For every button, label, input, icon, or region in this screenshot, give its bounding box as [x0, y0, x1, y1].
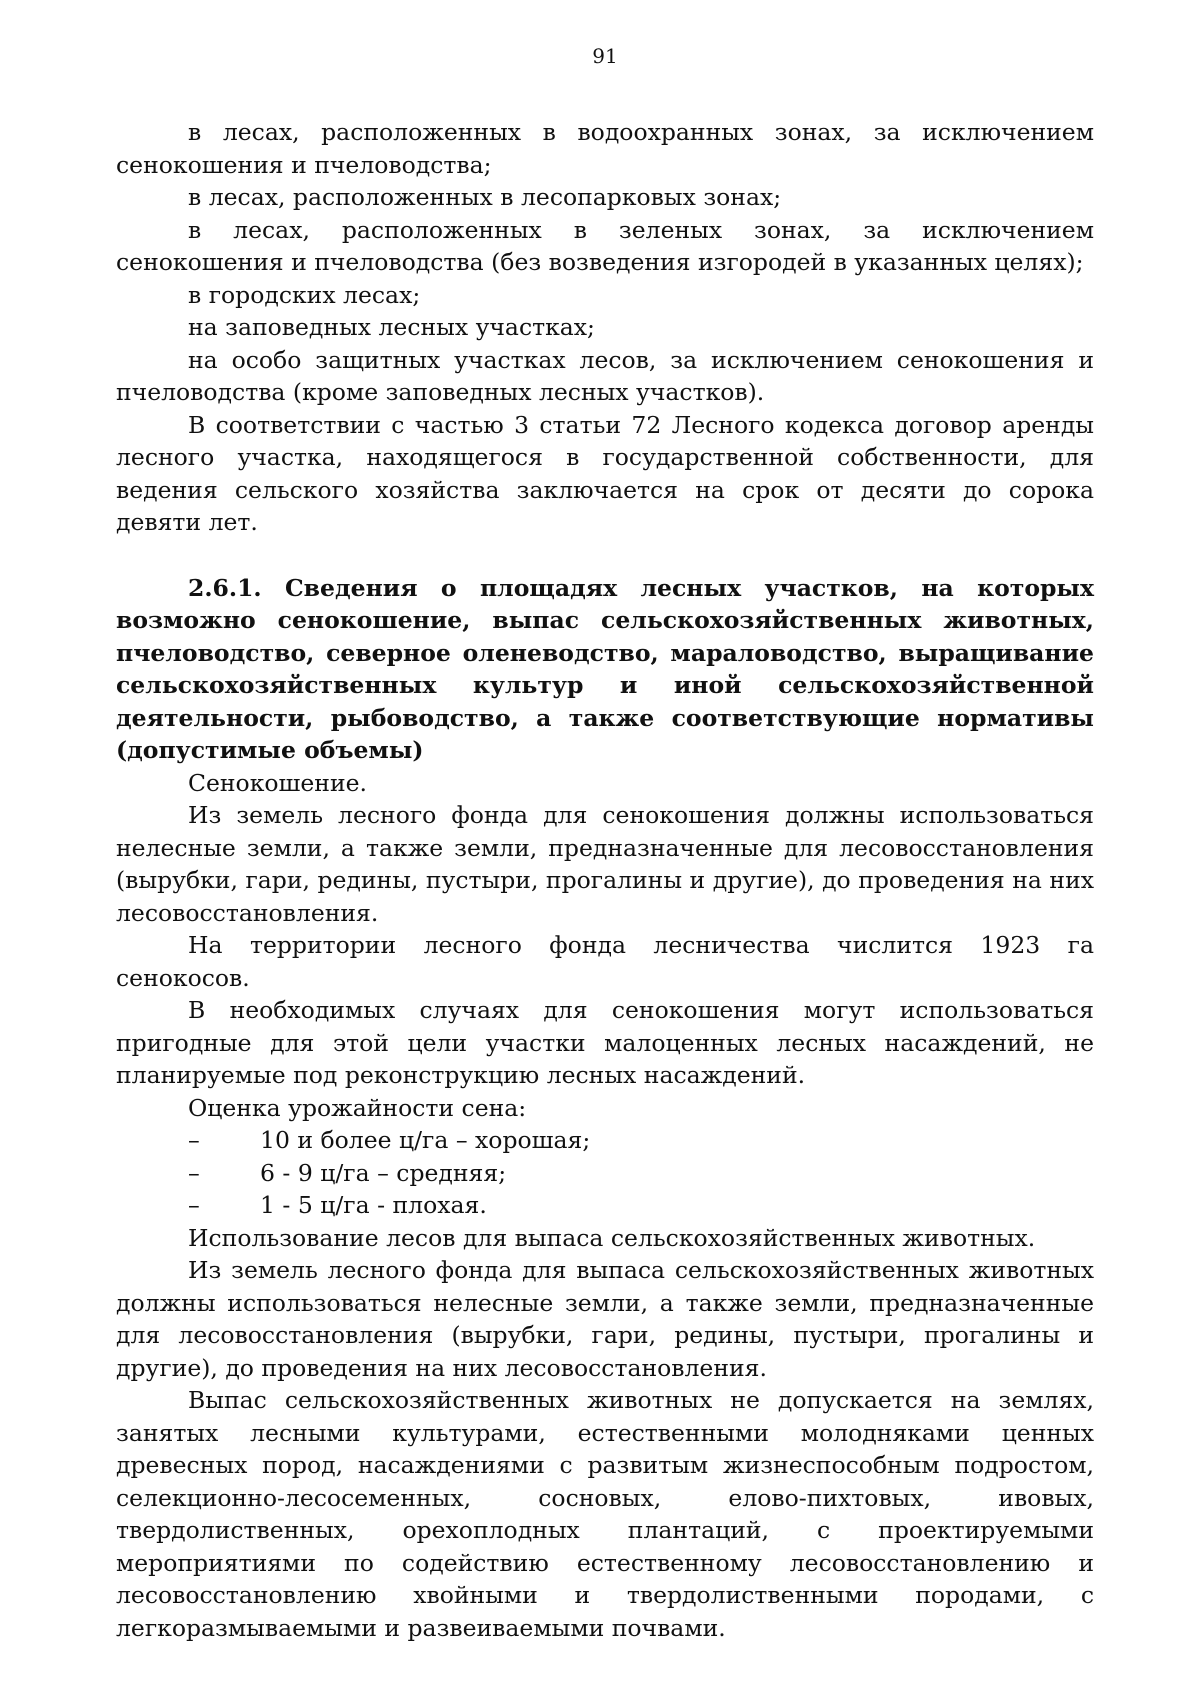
- list-item-text: 10 и более ц/га – хорошая;: [260, 1126, 591, 1154]
- list-item: [116, 1157, 1094, 1190]
- paragraph: на особо защитных участках лесов, за исключением сенокошения и пчеловодства (кроме заповедных лесных участков).: [116, 345, 1094, 406]
- paragraph: на заповедных лесных участках;: [188, 313, 595, 341]
- list-item: [116, 1124, 1094, 1157]
- list-item: [116, 1189, 1094, 1222]
- paragraph: в городских лесах;: [188, 280, 421, 309]
- paragraph: Использование лесов для выпаса сельскохозяйственных животных.: [188, 1223, 1036, 1252]
- paragraph: Из земель лесного фонда для выпаса сельскохозяйственных животных должны использоваться нелесные земли, а также земли, предназначенные для лесовосстановления (вырубки, гари, редины, пустыри, прогалины и другие), до проведения на них лесовосстановления.: [116, 1256, 1094, 1382]
- paragraph: В необходимых случаях для сенокошения могут использоваться пригодные для этой цели участки малоценных лесных насаждений, не планируемые под реконструкцию лесных насаждений.: [116, 996, 1094, 1089]
- dash-marker: –: [188, 1191, 200, 1219]
- page-number: 91: [592, 44, 618, 68]
- paragraph: На территории лесного фонда лесничества числится 1923 га сенокосов.: [116, 931, 1094, 992]
- paragraph: в лесах, расположенных в зеленых зонах, за исключением сенокошения и пчеловодства (без возведения изгородей в указанных целях);: [116, 215, 1094, 276]
- paragraph: Сенокошение.: [188, 768, 367, 797]
- paragraph: Выпас сельскохозяйственных животных не допускается на землях, занятых лесными культурами, естественными молодняками ценных древесных пород, насаждениями с развитым жизнеспособным подростом, селекционно-лесосеменных, сосновых, елово-пихтовых, ивовых, твердолиственных, орехоплодных плантаций, с проектируемыми мероприятиями по содействию естественному лесовосстановлению и лесовосстановлению хвойными и твердолиственными породами, с легкоразмываемыми и развеиваемыми почвами.: [116, 1386, 1094, 1642]
- document-body: [116, 116, 1094, 1644]
- section-heading: 2.6.1. Сведения о площадях лесных участков, на которых возможно сенокошение, выпас сельскохозяйственных животных, пчеловодство, северное оленеводство, мараловодство, выращивание сельскохозяйственных культур и иной сельскохозяйственной деятельности, рыбоводство, а также соответствующие нормативы (допустимые объемы): [116, 573, 1094, 764]
- list-item-text: 1 - 5 ц/га - плохая.: [260, 1191, 487, 1219]
- paragraph: в лесах, расположенных в лесопарковых зонах;: [188, 183, 782, 211]
- paragraph: В соответствии с частью 3 статьи 72 Лесного кодекса договор аренды лесного участка, находящегося в государственной собственности, для ведения сельского хозяйства заключается на срок от десяти до сорока девяти лет.: [116, 410, 1094, 536]
- paragraph: в лесах, расположенных в водоохранных зонах, за исключением сенокошения и пчеловодства;: [116, 118, 1094, 179]
- dash-marker: –: [188, 1158, 200, 1187]
- list-item-text: 6 - 9 ц/га – средняя;: [260, 1158, 507, 1187]
- dash-marker: –: [188, 1126, 200, 1154]
- paragraph: Из земель лесного фонда для сенокошения должны использоваться нелесные земли, а также земли, предназначенные для лесовосстановления (вырубки, гари, редины, пустыри, прогалины и другие), до проведения на них лесовосстановления.: [116, 801, 1094, 927]
- paragraph: Оценка урожайности сена:: [188, 1093, 527, 1122]
